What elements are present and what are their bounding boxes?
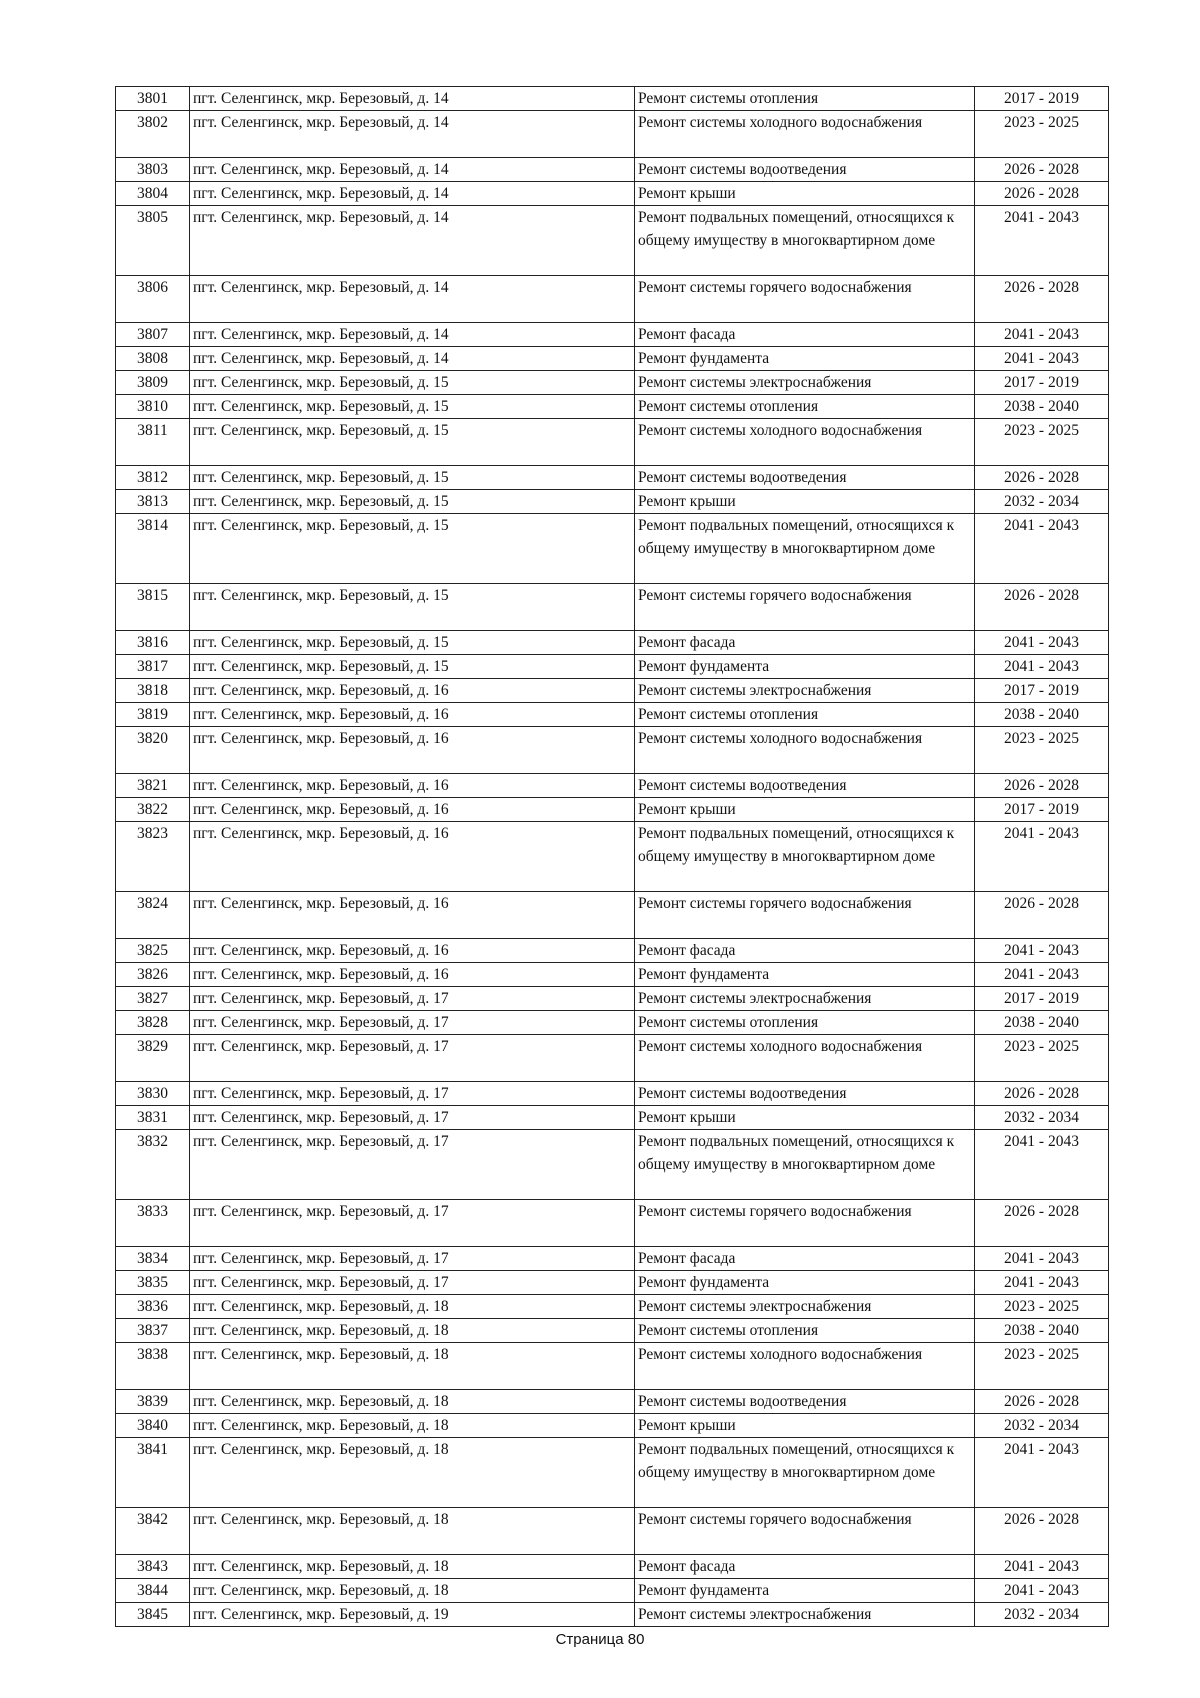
work-type-cell: Ремонт системы электроснабжения	[635, 679, 975, 703]
work-type-cell: Ремонт крыши	[635, 1414, 975, 1438]
table-row	[116, 395, 1109, 419]
period-cell: 2041 - 2043	[975, 1130, 1109, 1200]
row-number-cell: 3810	[116, 395, 190, 419]
table-body	[116, 87, 1109, 1627]
table-row	[116, 1130, 1109, 1200]
table-row	[116, 1343, 1109, 1390]
work-type-cell: Ремонт системы отопления	[635, 703, 975, 727]
table-row	[116, 939, 1109, 963]
address-cell: пгт. Селенгинск, мкр. Березовый, д. 14	[190, 206, 635, 276]
address-cell: пгт. Селенгинск, мкр. Березовый, д. 15	[190, 631, 635, 655]
row-number-cell: 3830	[116, 1082, 190, 1106]
table-row	[116, 798, 1109, 822]
work-type-cell: Ремонт фасада	[635, 1555, 975, 1579]
row-number-cell: 3827	[116, 987, 190, 1011]
work-type-cell: Ремонт системы холодного водоснабжения	[635, 111, 975, 158]
table-row	[116, 1035, 1109, 1082]
table-row	[116, 87, 1109, 111]
address-cell: пгт. Селенгинск, мкр. Березовый, д. 17	[190, 1035, 635, 1082]
period-cell: 2026 - 2028	[975, 1082, 1109, 1106]
address-cell: пгт. Селенгинск, мкр. Березовый, д. 16	[190, 939, 635, 963]
row-number-cell: 3802	[116, 111, 190, 158]
work-type-cell: Ремонт системы холодного водоснабжения	[635, 1035, 975, 1082]
work-type-cell: Ремонт фундамента	[635, 655, 975, 679]
work-type-cell: Ремонт системы водоотведения	[635, 466, 975, 490]
work-type-cell: Ремонт фасада	[635, 631, 975, 655]
table-row	[116, 703, 1109, 727]
work-type-cell: Ремонт крыши	[635, 1106, 975, 1130]
row-number-cell: 3818	[116, 679, 190, 703]
period-cell: 2038 - 2040	[975, 395, 1109, 419]
table-row	[116, 679, 1109, 703]
page-number-label: Страница 80	[555, 1631, 645, 1648]
period-cell: 2026 - 2028	[975, 1390, 1109, 1414]
table-row	[116, 584, 1109, 631]
row-number-cell: 3805	[116, 206, 190, 276]
work-type-cell: Ремонт системы отопления	[635, 1011, 975, 1035]
work-type-cell: Ремонт подвальных помещений, относящихся к общему имуществу в многоквартирном доме	[635, 206, 975, 276]
period-cell: 2026 - 2028	[975, 892, 1109, 939]
table-row	[116, 1106, 1109, 1130]
work-type-cell: Ремонт системы горячего водоснабжения	[635, 1508, 975, 1555]
work-type-cell: Ремонт системы электроснабжения	[635, 371, 975, 395]
row-number-cell: 3806	[116, 276, 190, 323]
row-number-cell: 3840	[116, 1414, 190, 1438]
work-type-cell: Ремонт подвальных помещений, относящихся к общему имуществу в многоквартирном доме	[635, 1438, 975, 1508]
work-type-cell: Ремонт подвальных помещений, относящихся к общему имуществу в многоквартирном доме	[635, 1130, 975, 1200]
row-number-cell: 3835	[116, 1271, 190, 1295]
address-cell: пгт. Селенгинск, мкр. Березовый, д. 15	[190, 395, 635, 419]
row-number-cell: 3813	[116, 490, 190, 514]
period-cell: 2038 - 2040	[975, 1319, 1109, 1343]
address-cell: пгт. Селенгинск, мкр. Березовый, д. 15	[190, 655, 635, 679]
period-cell: 2026 - 2028	[975, 276, 1109, 323]
address-cell: пгт. Селенгинск, мкр. Березовый, д. 15	[190, 584, 635, 631]
table-row	[116, 111, 1109, 158]
row-number-cell: 3820	[116, 727, 190, 774]
address-cell: пгт. Селенгинск, мкр. Березовый, д. 18	[190, 1508, 635, 1555]
row-number-cell: 3828	[116, 1011, 190, 1035]
work-type-cell: Ремонт системы горячего водоснабжения	[635, 584, 975, 631]
period-cell: 2041 - 2043	[975, 822, 1109, 892]
address-cell: пгт. Селенгинск, мкр. Березовый, д. 18	[190, 1555, 635, 1579]
work-type-cell: Ремонт фундамента	[635, 347, 975, 371]
address-cell: пгт. Селенгинск, мкр. Березовый, д. 16	[190, 679, 635, 703]
period-cell: 2026 - 2028	[975, 1200, 1109, 1247]
table-row	[116, 1011, 1109, 1035]
page-footer	[0, 1631, 1200, 1648]
period-cell: 2041 - 2043	[975, 514, 1109, 584]
row-number-cell: 3838	[116, 1343, 190, 1390]
work-type-cell: Ремонт системы отопления	[635, 1319, 975, 1343]
row-number-cell: 3841	[116, 1438, 190, 1508]
row-number-cell: 3807	[116, 323, 190, 347]
row-number-cell: 3809	[116, 371, 190, 395]
period-cell: 2017 - 2019	[975, 987, 1109, 1011]
row-number-cell: 3845	[116, 1603, 190, 1627]
table-row	[116, 655, 1109, 679]
row-number-cell: 3844	[116, 1579, 190, 1603]
period-cell: 2038 - 2040	[975, 1011, 1109, 1035]
work-type-cell: Ремонт системы горячего водоснабжения	[635, 892, 975, 939]
period-cell: 2026 - 2028	[975, 584, 1109, 631]
table-row	[116, 1271, 1109, 1295]
period-cell: 2023 - 2025	[975, 1035, 1109, 1082]
period-cell: 2026 - 2028	[975, 182, 1109, 206]
period-cell: 2041 - 2043	[975, 1555, 1109, 1579]
period-cell: 2023 - 2025	[975, 1295, 1109, 1319]
table-row	[116, 727, 1109, 774]
row-number-cell: 3836	[116, 1295, 190, 1319]
period-cell: 2023 - 2025	[975, 1343, 1109, 1390]
table-row	[116, 419, 1109, 466]
row-number-cell: 3804	[116, 182, 190, 206]
table-row	[116, 774, 1109, 798]
address-cell: пгт. Селенгинск, мкр. Березовый, д. 14	[190, 347, 635, 371]
table-row	[116, 1295, 1109, 1319]
work-type-cell: Ремонт системы горячего водоснабжения	[635, 1200, 975, 1247]
period-cell: 2017 - 2019	[975, 798, 1109, 822]
period-cell: 2023 - 2025	[975, 111, 1109, 158]
table-row	[116, 1414, 1109, 1438]
address-cell: пгт. Селенгинск, мкр. Березовый, д. 18	[190, 1438, 635, 1508]
work-type-cell: Ремонт фундамента	[635, 1271, 975, 1295]
period-cell: 2041 - 2043	[975, 347, 1109, 371]
address-cell: пгт. Селенгинск, мкр. Березовый, д. 15	[190, 490, 635, 514]
table-row	[116, 182, 1109, 206]
address-cell: пгт. Селенгинск, мкр. Березовый, д. 16	[190, 963, 635, 987]
period-cell: 2041 - 2043	[975, 206, 1109, 276]
table-row	[116, 323, 1109, 347]
address-cell: пгт. Селенгинск, мкр. Березовый, д. 17	[190, 1271, 635, 1295]
work-type-cell: Ремонт крыши	[635, 182, 975, 206]
table-row	[116, 466, 1109, 490]
period-cell: 2041 - 2043	[975, 323, 1109, 347]
table-row	[116, 1390, 1109, 1414]
address-cell: пгт. Селенгинск, мкр. Березовый, д. 14	[190, 111, 635, 158]
repair-schedule-table	[115, 86, 1109, 1627]
row-number-cell: 3811	[116, 419, 190, 466]
address-cell: пгт. Селенгинск, мкр. Березовый, д. 17	[190, 1247, 635, 1271]
work-type-cell: Ремонт системы отопления	[635, 87, 975, 111]
work-type-cell: Ремонт системы электроснабжения	[635, 1603, 975, 1627]
period-cell: 2041 - 2043	[975, 1579, 1109, 1603]
table-row	[116, 276, 1109, 323]
address-cell: пгт. Селенгинск, мкр. Березовый, д. 14	[190, 276, 635, 323]
address-cell: пгт. Селенгинск, мкр. Березовый, д. 16	[190, 774, 635, 798]
table-row	[116, 1200, 1109, 1247]
row-number-cell: 3822	[116, 798, 190, 822]
period-cell: 2017 - 2019	[975, 371, 1109, 395]
address-cell: пгт. Селенгинск, мкр. Березовый, д. 18	[190, 1579, 635, 1603]
row-number-cell: 3831	[116, 1106, 190, 1130]
address-cell: пгт. Селенгинск, мкр. Березовый, д. 14	[190, 87, 635, 111]
row-number-cell: 3812	[116, 466, 190, 490]
period-cell: 2032 - 2034	[975, 1106, 1109, 1130]
row-number-cell: 3808	[116, 347, 190, 371]
work-type-cell: Ремонт фундамента	[635, 963, 975, 987]
period-cell: 2041 - 2043	[975, 631, 1109, 655]
work-type-cell: Ремонт системы водоотведения	[635, 774, 975, 798]
table-row	[116, 963, 1109, 987]
work-type-cell: Ремонт системы электроснабжения	[635, 1295, 975, 1319]
work-type-cell: Ремонт подвальных помещений, относящихся к общему имуществу в многоквартирном доме	[635, 514, 975, 584]
row-number-cell: 3821	[116, 774, 190, 798]
table-row	[116, 987, 1109, 1011]
address-cell: пгт. Селенгинск, мкр. Березовый, д. 17	[190, 1200, 635, 1247]
row-number-cell: 3803	[116, 158, 190, 182]
address-cell: пгт. Селенгинск, мкр. Березовый, д. 18	[190, 1343, 635, 1390]
address-cell: пгт. Селенгинск, мкр. Березовый, д. 17	[190, 1130, 635, 1200]
address-cell: пгт. Селенгинск, мкр. Березовый, д. 17	[190, 987, 635, 1011]
table-row	[116, 1082, 1109, 1106]
address-cell: пгт. Селенгинск, мкр. Березовый, д. 18	[190, 1414, 635, 1438]
address-cell: пгт. Селенгинск, мкр. Березовый, д. 19	[190, 1603, 635, 1627]
row-number-cell: 3842	[116, 1508, 190, 1555]
row-number-cell: 3824	[116, 892, 190, 939]
row-number-cell: 3829	[116, 1035, 190, 1082]
table-row	[116, 1555, 1109, 1579]
row-number-cell: 3837	[116, 1319, 190, 1343]
work-type-cell: Ремонт крыши	[635, 490, 975, 514]
work-type-cell: Ремонт системы электроснабжения	[635, 987, 975, 1011]
table-row	[116, 514, 1109, 584]
address-cell: пгт. Селенгинск, мкр. Березовый, д. 18	[190, 1295, 635, 1319]
table-row	[116, 1247, 1109, 1271]
row-number-cell: 3825	[116, 939, 190, 963]
address-cell: пгт. Селенгинск, мкр. Березовый, д. 16	[190, 822, 635, 892]
work-type-cell: Ремонт подвальных помещений, относящихся к общему имуществу в многоквартирном доме	[635, 822, 975, 892]
row-number-cell: 3826	[116, 963, 190, 987]
row-number-cell: 3843	[116, 1555, 190, 1579]
table-row	[116, 371, 1109, 395]
work-type-cell: Ремонт фасада	[635, 1247, 975, 1271]
work-type-cell: Ремонт системы отопления	[635, 395, 975, 419]
table-row	[116, 206, 1109, 276]
address-cell: пгт. Селенгинск, мкр. Березовый, д. 16	[190, 727, 635, 774]
period-cell: 2041 - 2043	[975, 1438, 1109, 1508]
period-cell: 2032 - 2034	[975, 1414, 1109, 1438]
period-cell: 2032 - 2034	[975, 490, 1109, 514]
work-type-cell: Ремонт системы горячего водоснабжения	[635, 276, 975, 323]
address-cell: пгт. Селенгинск, мкр. Березовый, д. 15	[190, 466, 635, 490]
period-cell: 2023 - 2025	[975, 419, 1109, 466]
period-cell: 2026 - 2028	[975, 1508, 1109, 1555]
row-number-cell: 3833	[116, 1200, 190, 1247]
address-cell: пгт. Селенгинск, мкр. Березовый, д. 17	[190, 1082, 635, 1106]
period-cell: 2041 - 2043	[975, 963, 1109, 987]
row-number-cell: 3801	[116, 87, 190, 111]
address-cell: пгт. Селенгинск, мкр. Березовый, д. 16	[190, 798, 635, 822]
period-cell: 2041 - 2043	[975, 1247, 1109, 1271]
address-cell: пгт. Селенгинск, мкр. Березовый, д. 16	[190, 703, 635, 727]
work-type-cell: Ремонт системы холодного водоснабжения	[635, 1343, 975, 1390]
table-row	[116, 631, 1109, 655]
address-cell: пгт. Селенгинск, мкр. Березовый, д. 15	[190, 371, 635, 395]
address-cell: пгт. Селенгинск, мкр. Березовый, д. 16	[190, 892, 635, 939]
work-type-cell: Ремонт системы водоотведения	[635, 1390, 975, 1414]
row-number-cell: 3834	[116, 1247, 190, 1271]
period-cell: 2041 - 2043	[975, 939, 1109, 963]
table-row	[116, 1438, 1109, 1508]
work-type-cell: Ремонт системы водоотведения	[635, 1082, 975, 1106]
period-cell: 2017 - 2019	[975, 679, 1109, 703]
work-type-cell: Ремонт крыши	[635, 798, 975, 822]
row-number-cell: 3823	[116, 822, 190, 892]
table-row	[116, 158, 1109, 182]
table-row	[116, 1603, 1109, 1627]
address-cell: пгт. Селенгинск, мкр. Березовый, д. 14	[190, 158, 635, 182]
period-cell: 2041 - 2043	[975, 655, 1109, 679]
period-cell: 2023 - 2025	[975, 727, 1109, 774]
row-number-cell: 3819	[116, 703, 190, 727]
work-type-cell: Ремонт системы холодного водоснабжения	[635, 419, 975, 466]
row-number-cell: 3817	[116, 655, 190, 679]
table-row	[116, 1508, 1109, 1555]
table-row	[116, 1319, 1109, 1343]
work-type-cell: Ремонт фундамента	[635, 1579, 975, 1603]
row-number-cell: 3814	[116, 514, 190, 584]
period-cell: 2026 - 2028	[975, 466, 1109, 490]
address-cell: пгт. Селенгинск, мкр. Березовый, д. 17	[190, 1011, 635, 1035]
table-row	[116, 892, 1109, 939]
period-cell: 2026 - 2028	[975, 774, 1109, 798]
period-cell: 2041 - 2043	[975, 1271, 1109, 1295]
row-number-cell: 3839	[116, 1390, 190, 1414]
row-number-cell: 3832	[116, 1130, 190, 1200]
table-row	[116, 347, 1109, 371]
work-type-cell: Ремонт фасада	[635, 323, 975, 347]
table-row	[116, 822, 1109, 892]
work-type-cell: Ремонт системы водоотведения	[635, 158, 975, 182]
address-cell: пгт. Селенгинск, мкр. Березовый, д. 15	[190, 419, 635, 466]
address-cell: пгт. Селенгинск, мкр. Березовый, д. 18	[190, 1390, 635, 1414]
row-number-cell: 3815	[116, 584, 190, 631]
address-cell: пгт. Селенгинск, мкр. Березовый, д. 14	[190, 323, 635, 347]
address-cell: пгт. Селенгинск, мкр. Березовый, д. 17	[190, 1106, 635, 1130]
work-type-cell: Ремонт фасада	[635, 939, 975, 963]
period-cell: 2038 - 2040	[975, 703, 1109, 727]
period-cell: 2026 - 2028	[975, 158, 1109, 182]
address-cell: пгт. Селенгинск, мкр. Березовый, д. 18	[190, 1319, 635, 1343]
table-row	[116, 1579, 1109, 1603]
period-cell: 2032 - 2034	[975, 1603, 1109, 1627]
address-cell: пгт. Селенгинск, мкр. Березовый, д. 15	[190, 514, 635, 584]
work-type-cell: Ремонт системы холодного водоснабжения	[635, 727, 975, 774]
period-cell: 2017 - 2019	[975, 87, 1109, 111]
address-cell: пгт. Селенгинск, мкр. Березовый, д. 14	[190, 182, 635, 206]
row-number-cell: 3816	[116, 631, 190, 655]
table-row	[116, 490, 1109, 514]
